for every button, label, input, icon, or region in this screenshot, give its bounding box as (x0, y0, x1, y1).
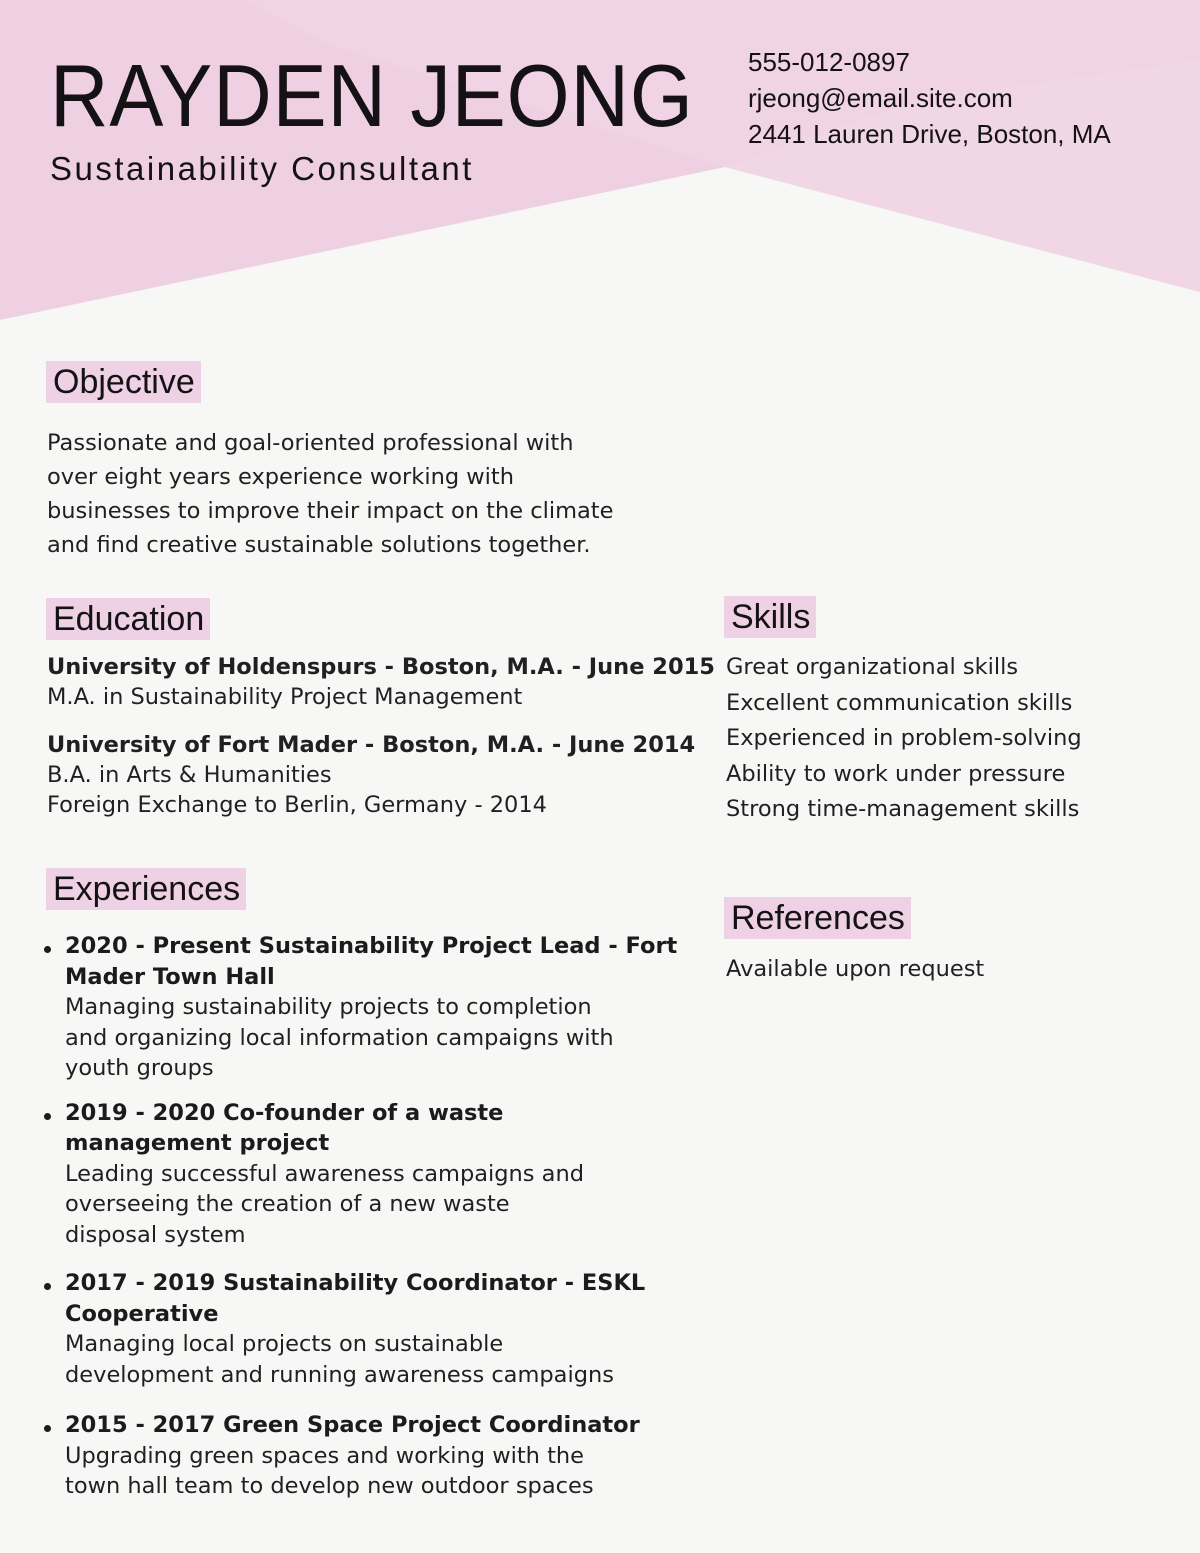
education-list (47, 652, 715, 838)
experience-role: Cooperative (65, 1300, 219, 1327)
experience-desc: Upgrading green spaces and working with the (65, 1442, 585, 1469)
experience-role: 2020 - Present Sustainability Project Lead - Fort (65, 933, 678, 959)
bullet-icon (44, 1425, 51, 1432)
experience-desc: Managing sustainability projects to completion (65, 994, 592, 1020)
experience-list (40, 931, 680, 1516)
bullet-icon (44, 1113, 51, 1120)
education-school: University of Holdenspurs - Boston, M.A. - June 2015 (47, 654, 715, 680)
experience-desc: overseeing the creation of a new waste (65, 1191, 510, 1217)
experience-desc: and organizing local information campaigns with (65, 1024, 614, 1051)
experience-desc: Managing local projects on sustainable (65, 1331, 504, 1357)
experience-role: Mader Town Hall (65, 963, 275, 990)
experience-item (40, 1268, 680, 1390)
experience-role: management project (65, 1130, 330, 1156)
contact-email: rjeong@email.site.com (748, 83, 1013, 113)
skill-item: Experienced in problem-solving (726, 725, 1082, 751)
skill-item: Ability to work under pressure (726, 760, 1066, 787)
candidate-name: RAYDEN JEONG (50, 46, 694, 145)
references-heading: References (724, 897, 911, 939)
experience-desc: development and running awareness campaigns (65, 1361, 614, 1388)
candidate-title: Sustainability Consultant (50, 150, 474, 187)
skills-list (726, 650, 1082, 828)
objective-line: businesses to improve their impact on the climate (47, 498, 614, 524)
objective-line: Passionate and goal-oriented professional with (47, 430, 574, 456)
education-detail: M.A. in Sustainability Project Management (47, 684, 523, 710)
education-detail: Foreign Exchange to Berlin, Germany - 2014 (47, 792, 547, 818)
experience-role: 2015 - 2017 Green Space Project Coordinator (65, 1412, 640, 1438)
contact-address: 2441 Lauren Drive, Boston, MA (748, 119, 1111, 149)
objective-heading: Objective (46, 361, 201, 403)
experience-role: 2017 - 2019 Sustainability Coordinator - ESKL (65, 1270, 646, 1296)
experience-role: 2019 - 2020 Co-founder of a waste (65, 1099, 504, 1126)
skills-heading: Skills (724, 596, 816, 638)
objective-line: and find creative sustainable solutions together. (47, 532, 591, 558)
objective-line: over eight years experience working with (47, 464, 514, 490)
experience-item (40, 1410, 680, 1502)
education-entry (47, 652, 715, 712)
education-detail: B.A. in Arts & Humanities (47, 762, 332, 788)
experience-desc: disposal system (65, 1221, 246, 1248)
experience-desc: town hall team to develop new outdoor spaces (65, 1473, 594, 1499)
experience-item (40, 931, 680, 1084)
contact-phone: 555-012-0897 (748, 47, 910, 77)
experience-desc: youth groups (65, 1055, 214, 1081)
objective-text (47, 426, 687, 562)
skill-item: Great organizational skills (726, 654, 1019, 680)
education-school: University of Fort Mader - Boston, M.A. - June 2014 (47, 732, 696, 758)
education-heading: Education (46, 598, 210, 640)
bullet-icon (44, 1283, 51, 1290)
skill-item: Excellent communication skills (726, 689, 1073, 716)
experience-item (40, 1098, 680, 1251)
education-entry (47, 730, 707, 820)
contact-info (748, 44, 1111, 152)
experience-desc: Leading successful awareness campaigns and (65, 1160, 585, 1187)
skill-item: Strong time-management skills (726, 796, 1080, 822)
experiences-heading: Experiences (46, 868, 246, 910)
references-text: Available upon request (726, 956, 985, 982)
bullet-icon (44, 946, 51, 953)
